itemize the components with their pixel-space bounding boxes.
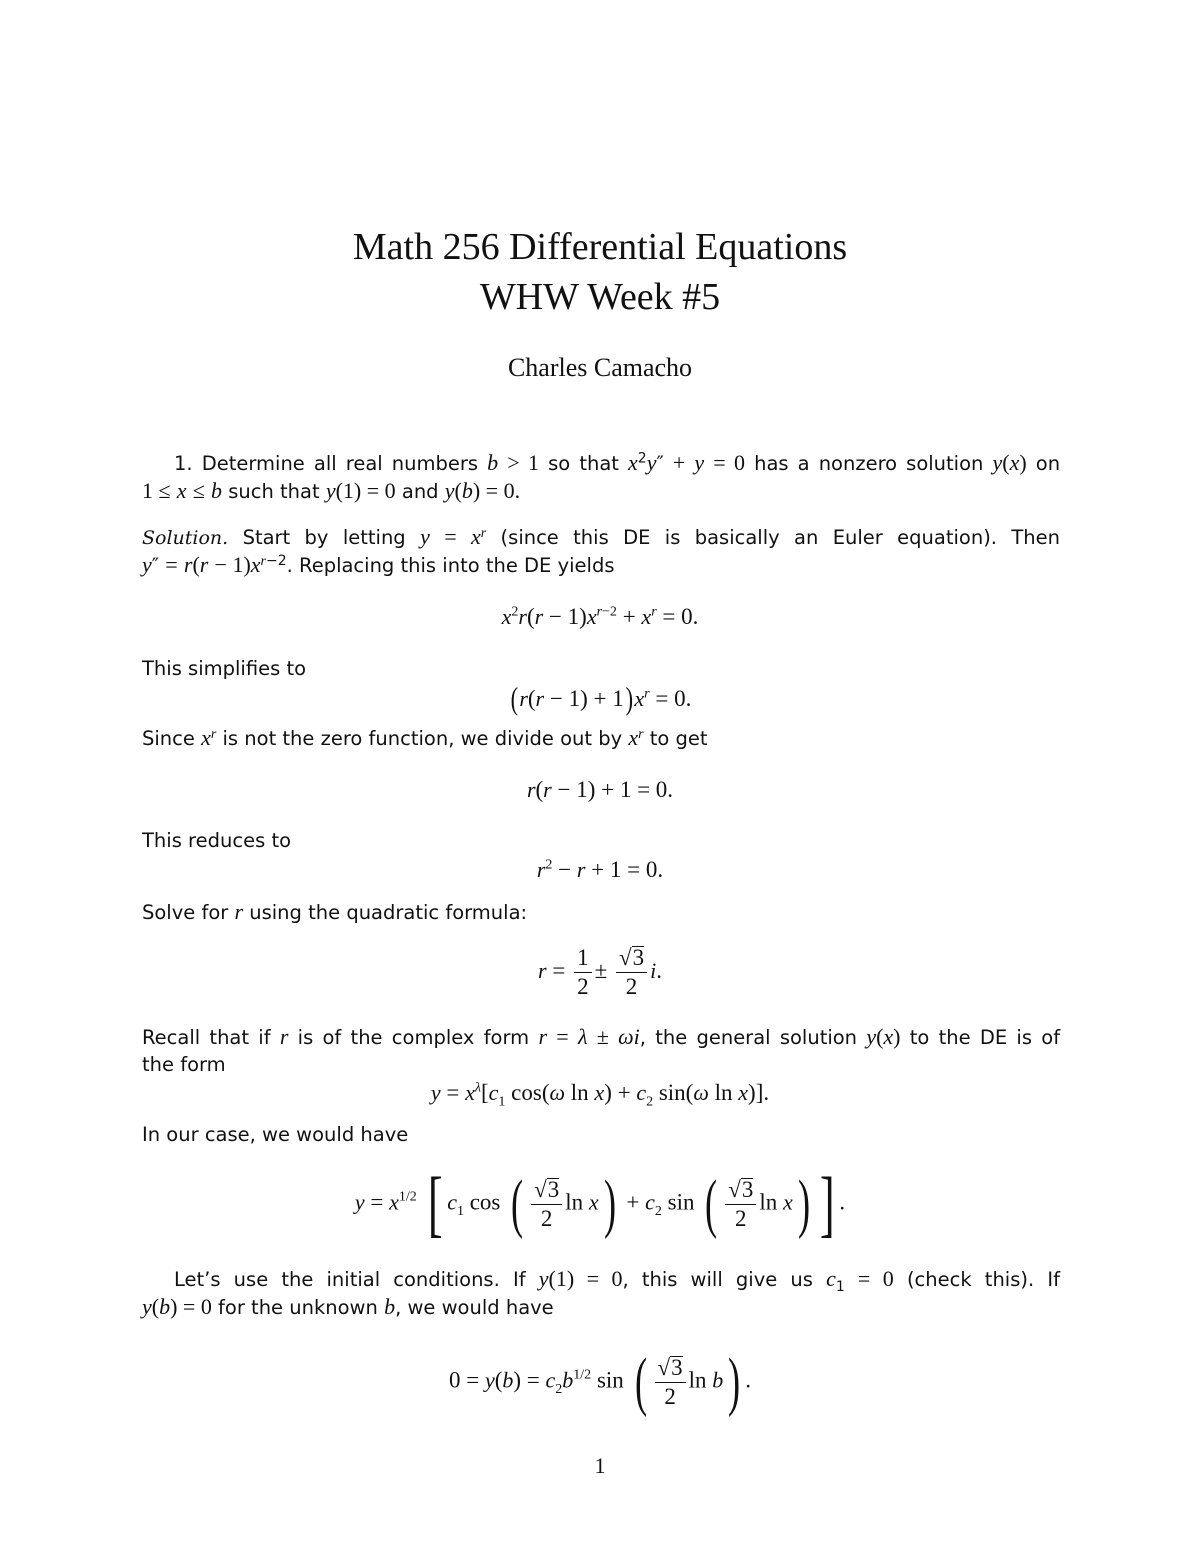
problem-number: 1. bbox=[174, 452, 193, 475]
problem-statement-line-2: 1 ≤ x ≤ b such that y(1) = 0 and y(b) = 0. bbox=[142, 478, 521, 503]
equation-specific-solution: $y = x^{1/2}$ [ $c_1$ cos ( $\frac{√3}{2}$ $\ln x) + c_2$ sin ( $\frac{√3}{2}$ ln x) ] . bbox=[354, 1163, 846, 1245]
equation-quadratic: $r^2 - r + 1 = 0$. bbox=[536, 857, 664, 882]
problem-statement-line-1: 1. Determine all real numbers b > 1 so that $x^2y'' + y = 0$ has a nonzero solution y(x) on bbox=[142, 449, 1060, 478]
solution-line-4: Since $x^r$ is not the zero function, we divide out by $x^r$ to get bbox=[142, 725, 708, 750]
solution-line-3: This simplifies to bbox=[142, 657, 307, 680]
document-subtitle: WHW Week #5 bbox=[479, 276, 721, 318]
solution-line-7: Recall that if r is of the complex form r = λ ± ωi, the general solution y(x) to the DE is of bbox=[142, 1024, 1061, 1049]
solution-line-9: In our case, we would have bbox=[142, 1123, 409, 1146]
document-title: Math 256 Differential Equations bbox=[352, 226, 848, 268]
solution-label: Solution. bbox=[142, 527, 229, 549]
solution-line-5: This reduces to bbox=[142, 829, 292, 852]
solution-line-8: the form bbox=[142, 1053, 226, 1076]
equation-boundary-condition: $0 = y(b) = c_2b^{1/2}$ sin ( $\frac{√3}{2}$ ln b) . bbox=[448, 1345, 752, 1418]
equation-characteristic: r(r − 1) + 1 = 0. bbox=[526, 777, 674, 802]
solution-line-6: Solve for r using the quadratic formula: bbox=[142, 899, 528, 924]
equation-roots: r = $\frac{1}{2}$ ± $\frac{√3}{2}$ i. bbox=[538, 945, 662, 999]
equation-substitution: $x^2r(r - 1)x^{r-2} + x^r = 0$. bbox=[501, 604, 699, 629]
equation-general-solution: $y = x^\lambda[c_1$ cos(ω $\ln x) + c_2$ sin(ω ln x)]. bbox=[430, 1080, 770, 1110]
solution-line-10: Let’s use the initial conditions. If y(1) = 0, this will give us $c_1 = 0$ (check this). If bbox=[174, 1266, 1060, 1295]
equation-simplified: $(r(r - 1) + 1)x^r = 0$. bbox=[510, 680, 692, 716]
solution-line-1: Solution. Start by letting $y = x^r$ (since this DE is basically an Euler equation). Then bbox=[142, 524, 1061, 549]
solution-line-11: y(b) = 0 for the unknown b, we would have bbox=[142, 1294, 554, 1319]
document-author: Charles Camacho bbox=[507, 353, 693, 382]
solution-line-2: $y'' = r(r - 1)x^{r-2}$. Replacing this into the DE yields bbox=[142, 552, 615, 577]
page-number: 1 bbox=[594, 1453, 606, 1478]
